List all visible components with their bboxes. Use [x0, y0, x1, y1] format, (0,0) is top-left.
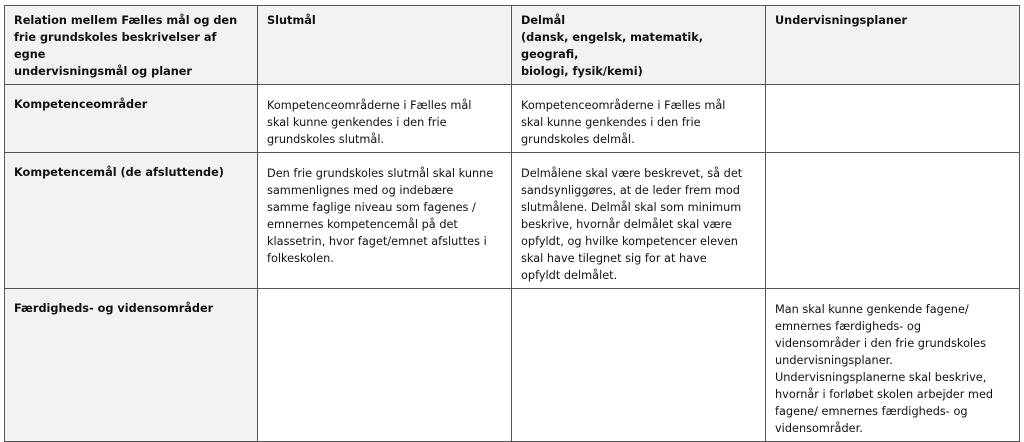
header-text-line: Slutmål	[267, 14, 316, 27]
cell-text-line: Man skal kunne genkende fagene/	[775, 303, 969, 316]
header-text-line: biologi, fysik/kemi)	[521, 65, 643, 78]
cell-text-line: sandsynliggøres, at de leder frem mod	[521, 184, 740, 197]
table-cell-delmaal	[512, 289, 766, 442]
cell-text-line: slutmålene. Delmål skal som minimum	[521, 201, 742, 214]
cell-text-line: emnernes kompetencemål på det	[267, 218, 458, 231]
cell-text-line: folkeskolen.	[267, 252, 334, 265]
table-cell-undervisningsplaner	[766, 289, 1020, 442]
cell-text-line: vidensområder i den frie grundskoles	[775, 337, 986, 350]
cell-text-line: klassetrin, hvor faget/emnet afsluttes i	[267, 235, 487, 248]
cell-text-line: skal kunne genkendes i den frie	[267, 116, 447, 129]
cell-text-line: skal kunne genkendes i den frie	[521, 116, 701, 129]
row-label: Kompetencemål (de afsluttende)	[5, 153, 258, 289]
header-text-line: Relation mellem Fælles mål og den	[14, 14, 238, 27]
cell-text-line: sammenlignes med og indebære	[267, 184, 454, 197]
cell-text-line: Delmålene skal være beskrevet, så det	[521, 167, 743, 180]
cell-text-line: fagene/ emnernes færdigheds- og	[775, 405, 968, 418]
header-text-line: Undervisningsplaner	[775, 14, 908, 27]
table-cell-undervisningsplaner	[766, 85, 1020, 153]
header-slutmaal	[258, 6, 512, 85]
header-relation	[5, 6, 258, 85]
table-header-row	[5, 6, 1020, 85]
table-row	[5, 153, 1020, 289]
cell-text-line: opfyldt, og hvilke kompetencer eleven	[521, 235, 738, 248]
cell-text-line: grundskoles delmål.	[521, 133, 635, 146]
cell-text-line: vidensområder.	[775, 422, 863, 435]
header-text-line: undervisningsmål og planer	[14, 65, 192, 78]
cell-text-line: skal have tilegnet sig for at have	[521, 252, 707, 265]
cell-text-line: beskrive, hvornår delmålet skal være	[521, 218, 732, 231]
table-row	[5, 85, 1020, 153]
cell-text-line: Den frie grundskoles slutmål skal kunne	[267, 167, 494, 180]
table-cell-slutmaal	[258, 85, 512, 153]
table-cell-delmaal	[512, 85, 766, 153]
header-text-line: (dansk, engelsk, matematik, geografi,	[521, 31, 704, 61]
table-cell-slutmaal	[258, 289, 512, 442]
cell-text-line: Kompetenceområderne i Fælles mål	[521, 99, 726, 112]
cell-text-line: samme faglige niveau som fagenes /	[267, 201, 476, 214]
row-label: Kompetenceområder	[5, 85, 258, 153]
relation-table	[4, 5, 1020, 442]
cell-text-line: grundskoles slutmål.	[267, 133, 385, 146]
cell-text-line: opfyldt delmålet.	[521, 269, 618, 282]
table-cell-undervisningsplaner	[766, 153, 1020, 289]
cell-text-line: Kompetenceområderne i Fælles mål	[267, 99, 472, 112]
header-text-line: frie grundskoles beskrivelser af egne	[14, 31, 217, 61]
table-cell-slutmaal	[258, 153, 512, 289]
header-delmaal	[512, 6, 766, 85]
cell-text-line: Undervisningsplanerne skal beskrive,	[775, 371, 987, 384]
cell-text-line: undervisningsplaner.	[775, 354, 893, 367]
table-row	[5, 289, 1020, 442]
header-undervisningsplaner	[766, 6, 1020, 85]
header-text-line: Delmål	[521, 14, 566, 27]
cell-text-line: hvornår i forløbet skolen arbejder med	[775, 388, 994, 401]
cell-text-line: emnernes færdigheds- og	[775, 320, 922, 333]
row-label: Færdigheds- og vidensområder	[5, 289, 258, 442]
table-cell-delmaal	[512, 153, 766, 289]
